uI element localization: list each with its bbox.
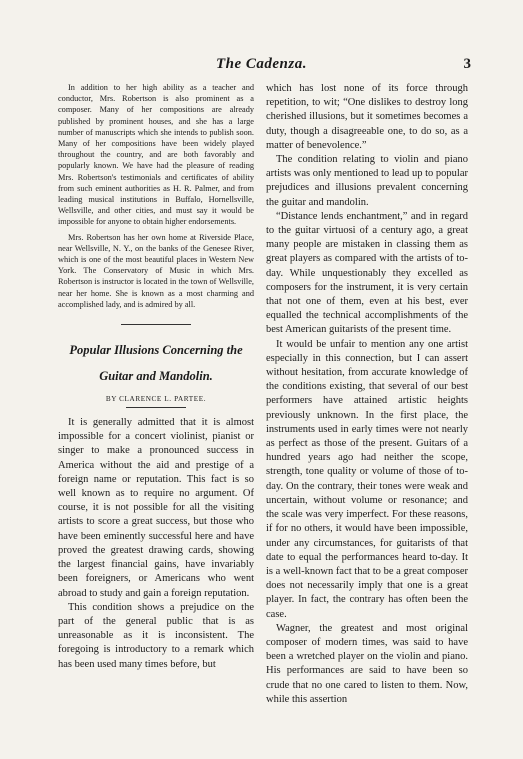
right-column [266,82,468,707]
paragraph: It is generally admitted that it is almost impossible for a concert violinist, pianist or singer to make a pronounced success in America without the aid and prestige of a foreign name or reputation. This fact is so well known as to require no argument. Of course, it is not possible for all the visiting artists to score a great success, but those who have been eminently successful here and have proved the greatest drawing cards, showing the largest financial gains, have invariably been foreigners, or Americans who went abroad to study and gain a foreign reputation. [58,417,254,599]
paragraph: Mrs. Robertson has her own home at Riverside Place, near Wellsville, N. Y., on the banks of the Genesee River, which is one of the most beautiful places in Western New York. The Conservatory of Music in which Mrs. Robertson is instructor is located in the town of Wellsville, near her home. She is known as a most charming and accomplished lady, and is admired by all. [58,232,254,309]
paragraph: In addition to her high ability as a teacher and conductor, Mrs. Robertson is also prominent as a composer. Many of her compositions are already published by prominent houses, and she has a large number of manuscripts which she intends to publish soon. Many of her compositions have been widely played throughout the country, and are both favorably and popularly known. We have had the pleasure of reading Mrs. Robertson's testimonials and certificates of ability from such eminent authorities as H. R. Palmer, and from leading musical institutions in Buffalo, Hornellsville, Wellsville, and other cities, and must say it would be impossible for anyone to obtain higher endorsements. [58,83,254,227]
robertson-section [58,82,254,310]
byline-rule [126,407,186,408]
paragraph: Wagner, the greatest and most original composer of modern times, was said to have been a wretched player on the violin and piano. His performances are said to have been so crude that no one cared to listen to them. Now, while this assertion [266,622,468,705]
left-column [58,82,254,672]
page-number: 3 [463,56,471,72]
paragraph: “Distance lends enchantment,” and in regard to the guitar virtuosi of a century ago, a great many people are mistaken in classing them as great players as compared with the artists of to-day. While unquestionably they excelled as composers for the instrument, it is very certain that not one of them, even at his best, ever equalled the technical accomplishments of the best American guitarists of the present time. [266,210,468,336]
paragraph: The condition relating to violin and piano artists was only mentioned to lead up to popular prejudices and illusions prevalent concerning the guitar and mandolin. [266,154,468,208]
article-title [58,337,254,389]
running-header-title: The Cadenza. [215,56,307,72]
paragraph: This condition shows a prejudice on the part of the general public that is as unreasonable as it is inconsistent. The foregoing is introductory to a remark which has been used many times before, but [58,601,254,670]
section-divider [121,324,191,325]
article-title-line: Popular Illusions Concerning the [69,343,243,358]
article-body [58,416,254,672]
paragraph-continuation: which has lost none of its force through repetition, to wit; “One dislikes to destroy long cherished illusions, but it sometimes becomes a duty, though a disagreeable one, to do so, as a matter of benevolence.” [266,83,468,151]
byline: BY CLARENCE L. PARTEE. [105,395,207,404]
paragraph: It would be unfair to mention any one artist especially in this connection, but I can assert without hesitation, from accurate knowledge of the conditions existing, that several of our best performers have attained artistic heights previously unknown. In the first place, the instruments used in early times were not nearly as perfect as those of the present. Guitars of a hundred years ago had neither the scope, strength, tone quality or volume of those of to-day. On the contrary, their tones were weak and uncertain, without volume or resonance; and the scale was very imperfect. For these reasons, if for no others, it would have been impossible, under any circumstances, for guitarists of that date to equal the performances heard to-day. It is a well-known fact that to be a great composer does not necessarily imply that one is a great player. In fact, the contrary has often been the case. [266,338,468,620]
article-title-line: Guitar and Mandolin. [99,369,213,384]
